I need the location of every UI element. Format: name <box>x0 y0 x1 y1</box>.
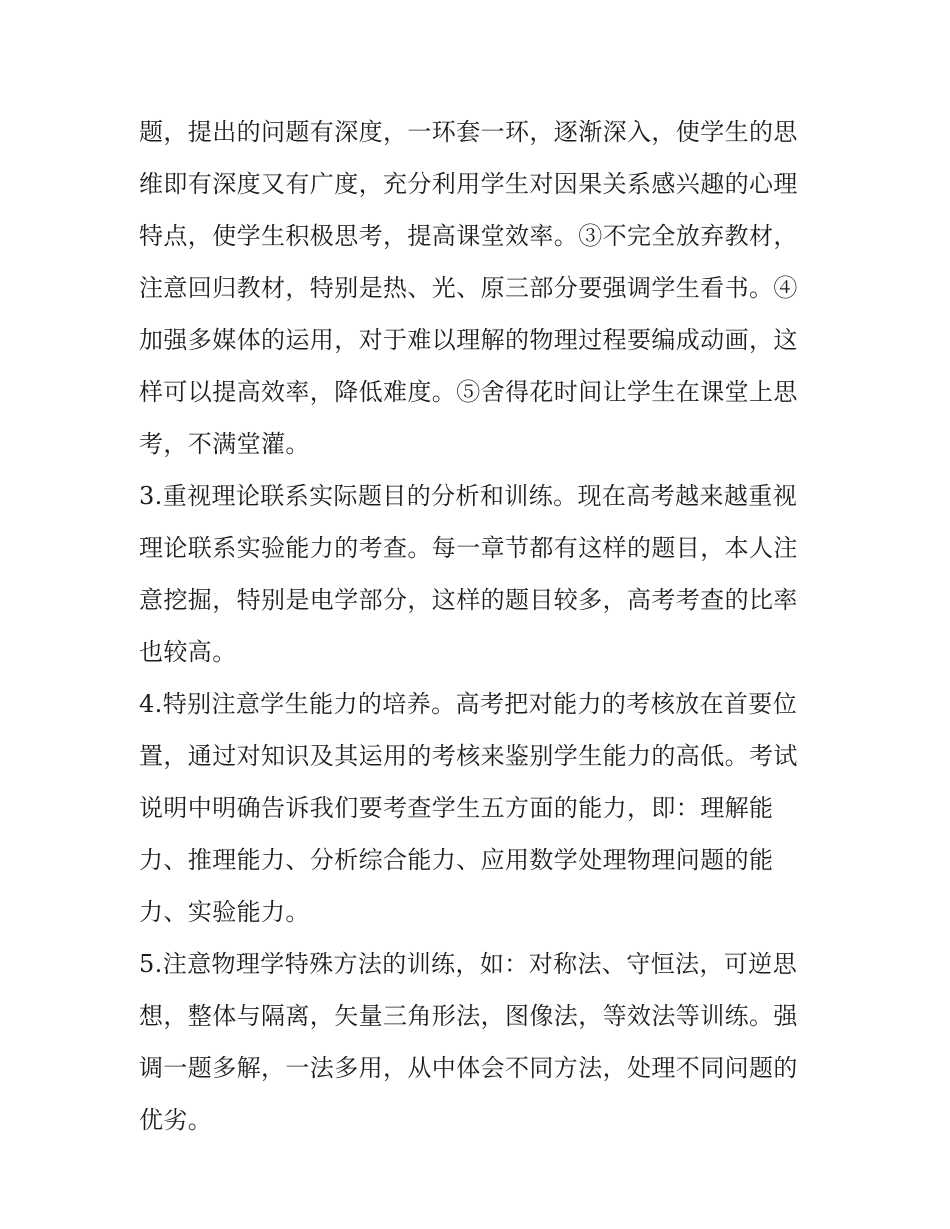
text-line: 5.注意物理学特殊方法的训练，如：对称法、守恒法，可逆思 <box>139 950 798 978</box>
text-line: 想，整体与隔离，矢量三角形法，图像法，等效法等训练。强 <box>139 1002 798 1030</box>
text-line: 注意回归教材，特别是热、光、原三部分要强调学生看书。④ <box>139 274 798 302</box>
document-body <box>139 106 814 1146</box>
text-line: 调一题多解，一法多用，从中体会不同方法，处理不同问题的 <box>139 1054 798 1082</box>
text-line: 理论联系实验能力的考查。每一章节都有这样的题目，本人注 <box>139 534 798 562</box>
text-line: 置，通过对知识及其运用的考核来鉴别学生能力的高低。考试 <box>139 742 798 770</box>
text-line: 也较高。 <box>139 638 237 666</box>
paragraph-item-5 <box>139 938 814 1146</box>
text-line: 特点，使学生积极思考，提高课堂效率。③不完全放弃教材， <box>139 222 798 250</box>
paragraph-item-4 <box>139 678 814 938</box>
text-line: 加强多媒体的运用，对于难以理解的物理过程要编成动画，这 <box>139 326 798 354</box>
paragraph-teaching-methods <box>139 106 814 470</box>
text-line: 优劣。 <box>139 1106 213 1134</box>
text-line: 力、推理能力、分析综合能力、应用数学处理物理问题的能 <box>139 846 774 874</box>
text-line: 意挖掘，特别是电学部分，这样的题目较多，高考考查的比率 <box>139 586 798 614</box>
text-line: 题，提出的问题有深度，一环套一环，逐渐深入，使学生的思 <box>139 118 798 146</box>
text-line: 考，不满堂灌。 <box>139 430 310 458</box>
text-line: 说明中明确告诉我们要考查学生五方面的能力，即：理解能 <box>139 794 774 822</box>
text-line: 维即有深度又有广度，充分利用学生对因果关系感兴趣的心理 <box>139 170 798 198</box>
text-line: 3.重视理论联系实际题目的分析和训练。现在高考越来越重视 <box>139 482 798 510</box>
text-line: 样可以提高效率，降低难度。⑤舍得花时间让学生在课堂上思 <box>139 378 798 406</box>
paragraph-item-3 <box>139 470 814 678</box>
text-line: 4.特别注意学生能力的培养。高考把对能力的考核放在首要位 <box>139 690 798 718</box>
text-line: 力、实验能力。 <box>139 898 310 926</box>
